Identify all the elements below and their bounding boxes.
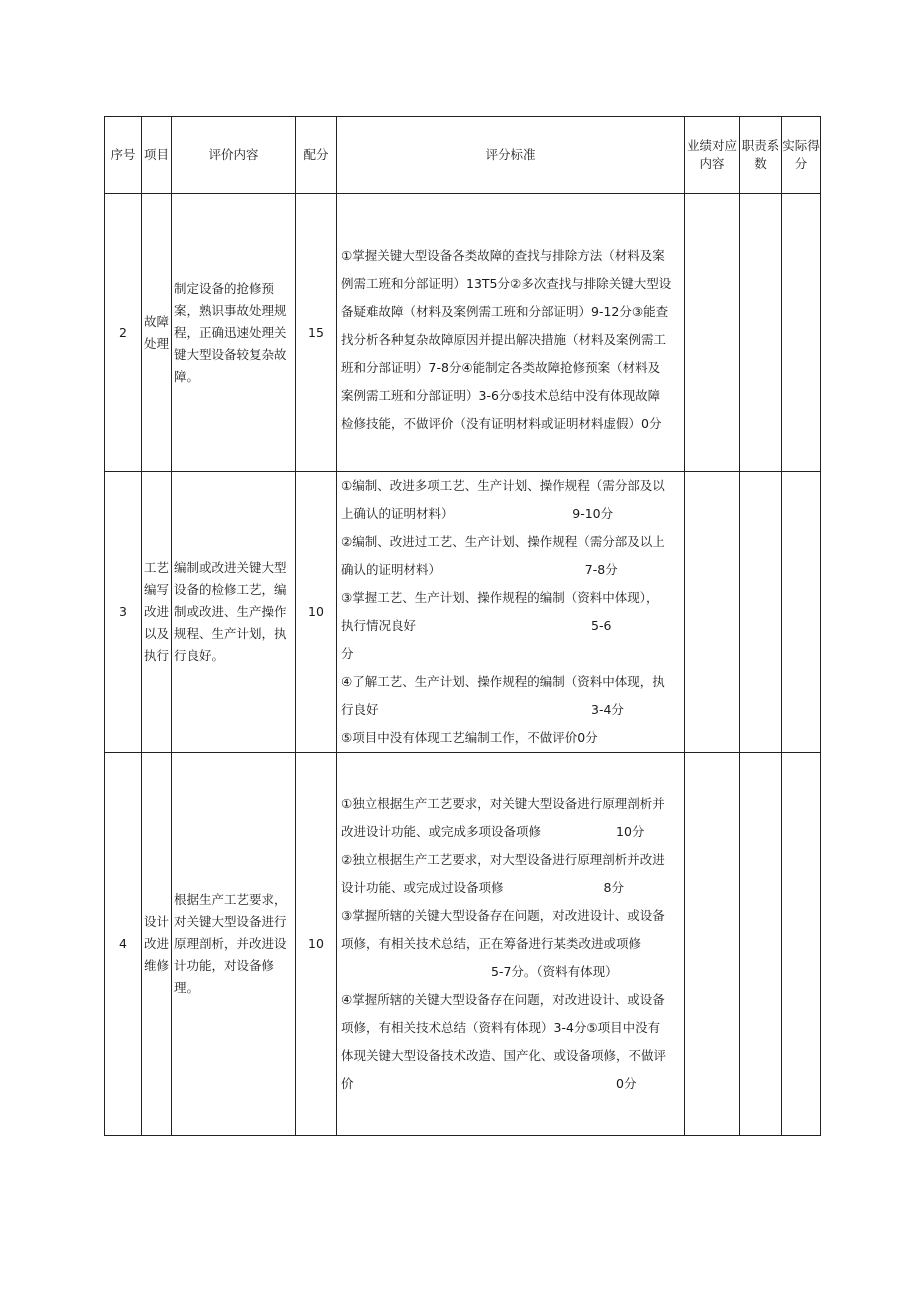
standard-line: ④掌握所辖的关键大型设备存在问题，对改进设计、或设备 bbox=[341, 992, 665, 1007]
standard-line: 检修技能，不做评价（没有证明材料或证明材料虚假）0分 bbox=[341, 415, 662, 431]
standard-line: 备疑难故障（材料及案例需工班和分部证明）9-12分③能查 bbox=[341, 303, 669, 319]
table-row bbox=[105, 753, 821, 1136]
row-no: 3 bbox=[105, 472, 142, 753]
header-actual: 实际得分 bbox=[782, 117, 821, 194]
evaluation-table bbox=[104, 116, 821, 1136]
standard-line: ③掌握所辖的关键大型设备存在问题，对改进设计、或设备 bbox=[341, 908, 665, 923]
standard-line: ③掌握工艺、生产计划、操作规程的编制（资料中体现）， bbox=[341, 590, 659, 605]
row-actual bbox=[782, 472, 821, 753]
standard-line: 上确认的证明材料） 9-10分 bbox=[341, 506, 614, 521]
standard-line: ④了解工艺、生产计划、操作规程的编制（资料中体现，执 bbox=[341, 674, 665, 689]
row-item: 设计改进维修 bbox=[142, 753, 172, 1136]
standard-line: 行良好 3-4分 bbox=[341, 702, 624, 717]
row-standard bbox=[337, 472, 685, 753]
standard-line: 例需工班和分部证明）13T5分②多次查找与排除关键大型设 bbox=[341, 275, 672, 291]
row-standard bbox=[337, 194, 685, 472]
standard-line: ②独立根据生产工艺要求，对大型设备进行原理剖析并改进 bbox=[341, 852, 665, 867]
row-coefficient bbox=[740, 753, 782, 1136]
header-score: 配分 bbox=[296, 117, 337, 194]
row-actual bbox=[782, 753, 821, 1136]
table-row bbox=[105, 194, 821, 472]
row-coefficient bbox=[740, 472, 782, 753]
row-score: 10 bbox=[296, 753, 337, 1136]
header-performance: 业绩对应内容 bbox=[685, 117, 740, 194]
row-performance bbox=[685, 753, 740, 1136]
row-no: 2 bbox=[105, 194, 142, 472]
header-row bbox=[105, 117, 821, 194]
row-no: 4 bbox=[105, 753, 142, 1136]
header-no: 序号 bbox=[105, 117, 142, 194]
standard-line: 班和分部证明）7-8分④能制定各类故障抢修预案（材料及 bbox=[341, 359, 661, 375]
row-coefficient bbox=[740, 194, 782, 472]
header-coefficient: 职责系数 bbox=[740, 117, 782, 194]
standard-line: ⑤项目中没有体现工艺编制工作，不做评价0分 bbox=[341, 730, 598, 745]
standard-line: 5-7分。（资料有体现） bbox=[341, 964, 618, 979]
row-score: 15 bbox=[296, 194, 337, 472]
standard-line: 项修，有相关技术总结（资料有体现）3-4分⑤项目中没有 bbox=[341, 1020, 661, 1035]
header-standard: 评分标准 bbox=[337, 117, 685, 194]
standard-line: 案例需工班和分部证明）3-6分⑤技术总结中没有体现故障 bbox=[341, 387, 661, 403]
row-performance bbox=[685, 194, 740, 472]
standard-line: 项修，有相关技术总结，正在筹备进行某类改进或项修 bbox=[341, 936, 642, 951]
standard-line: 体现关键大型设备技术改造、国产化、或设备项修，不做评 bbox=[341, 1048, 667, 1063]
standard-line: ②编制、改进过工艺、生产计划、操作规程（需分部及以上 bbox=[341, 534, 665, 549]
header-content: 评价内容 bbox=[172, 117, 296, 194]
standard-line: 设计功能、或完成过设备项修 8分 bbox=[341, 880, 624, 895]
standard-line: 分 bbox=[341, 646, 354, 661]
standard-line: 改进设计功能、或完成多项设备项修 10分 bbox=[341, 824, 645, 839]
standard-line: 确认的证明材料） 7-8分 bbox=[341, 562, 618, 577]
standard-line: 价 0分 bbox=[341, 1076, 637, 1091]
standard-line: ①独立根据生产工艺要求，对关键大型设备进行原理剖析并 bbox=[341, 796, 665, 811]
standard-line: ①编制、改进多项工艺、生产计划、操作规程（需分部及以 bbox=[341, 478, 665, 493]
row-standard bbox=[337, 753, 685, 1136]
row-actual bbox=[782, 194, 821, 472]
row-content: 编制或改进关键大型设备的检修工艺，编制或改进、生产操作规程、生产计划，执行良好。 bbox=[172, 472, 296, 753]
standard-line: ①掌握关键大型设备各类故障的查找与排除方法（材料及案 bbox=[341, 247, 665, 263]
standard-line: 找分析各种复杂故障原因并提出解决措施（材料及案例需工 bbox=[341, 331, 667, 347]
row-item: 工艺编写改进以及执行 bbox=[142, 472, 172, 753]
row-score: 10 bbox=[296, 472, 337, 753]
standard-line: 执行情况良好 5-6 bbox=[341, 618, 612, 633]
row-performance bbox=[685, 472, 740, 753]
row-content: 制定设备的抢修预案，熟识事故处理规程，正确迅速处理关键大型设备较复杂故障。 bbox=[172, 194, 296, 472]
header-item: 项目 bbox=[142, 117, 172, 194]
row-content: 根据生产工艺要求，对关键大型设备进行原理剖析，并改进设计功能，对设备修理。 bbox=[172, 753, 296, 1136]
row-item: 故障处理 bbox=[142, 194, 172, 472]
table-row bbox=[105, 472, 821, 753]
